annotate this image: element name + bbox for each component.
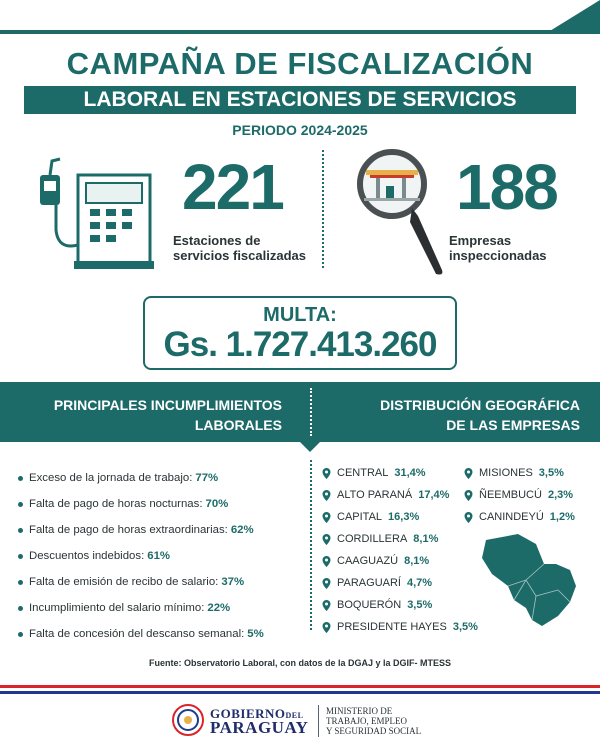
list-item bbox=[18, 517, 308, 543]
geo-title bbox=[322, 395, 580, 435]
breach-pct: 22% bbox=[207, 602, 231, 614]
breaches-title-line1: PRINCIPALES INCUMPLIMIENTOS bbox=[53, 397, 282, 413]
stations-label-line1: Estaciones de bbox=[173, 233, 261, 248]
region-name: PARAGUARÍ bbox=[337, 577, 401, 589]
list-item bbox=[322, 506, 478, 528]
companies-count: 188 bbox=[456, 151, 557, 223]
breach-text: Falta de emisión de recibo de salario: bbox=[29, 576, 219, 588]
region-name: BOQUERÓN bbox=[337, 599, 402, 611]
list-item bbox=[464, 506, 575, 528]
title-line2: LABORAL EN ESTACIONES DE SERVICIOS bbox=[24, 86, 576, 114]
region-pct: 3,5% bbox=[538, 467, 564, 479]
lists-divider bbox=[310, 460, 312, 630]
list-item bbox=[18, 491, 308, 517]
list-item bbox=[464, 484, 575, 506]
region-pct: 8,1% bbox=[404, 555, 430, 567]
list-item bbox=[322, 616, 478, 638]
ministry-line1: MINISTERIO DE bbox=[326, 706, 393, 716]
region-pct: 3,5% bbox=[407, 599, 433, 611]
region-name: MISIONES bbox=[479, 467, 533, 479]
gov-line2: PARAGUAY bbox=[210, 718, 309, 737]
footer-divider bbox=[318, 705, 319, 737]
list-item bbox=[464, 462, 575, 484]
list-item bbox=[18, 595, 308, 621]
region-name: CAPITAL bbox=[337, 511, 383, 523]
government-seal-icon bbox=[172, 704, 204, 736]
region-name: CANINDEYÚ bbox=[479, 511, 544, 523]
bullet-icon bbox=[18, 580, 23, 585]
bullet-icon bbox=[18, 502, 23, 507]
stations-count: 221 bbox=[182, 151, 283, 223]
list-item bbox=[322, 572, 478, 594]
title-line1: CAMPAÑA DE FISCALIZACIÓN bbox=[66, 46, 534, 81]
gov-word: GOBIERNO bbox=[210, 706, 286, 721]
region-name: CENTRAL bbox=[337, 467, 389, 479]
companies-label-line1: Empresas bbox=[449, 233, 512, 248]
breaches-title bbox=[24, 395, 282, 435]
location-pin-icon bbox=[322, 578, 331, 589]
region-pct: 8,1% bbox=[413, 533, 439, 545]
location-pin-icon bbox=[322, 468, 331, 479]
stations-label bbox=[173, 233, 306, 263]
list-item bbox=[18, 465, 308, 491]
period-label: PERIODO 2024-2025 bbox=[232, 122, 368, 138]
breach-text: Falta de concesión del descanso semanal: bbox=[29, 628, 245, 640]
fine-box bbox=[143, 296, 457, 370]
bullet-icon bbox=[18, 632, 23, 637]
bullet-icon bbox=[18, 606, 23, 611]
breach-pct: 77% bbox=[195, 472, 219, 484]
region-pct: 17,4% bbox=[418, 489, 450, 501]
bullet-icon bbox=[18, 554, 23, 559]
list-item bbox=[18, 569, 308, 595]
companies-label bbox=[449, 233, 547, 263]
bullet-icon bbox=[18, 528, 23, 533]
location-pin-icon bbox=[322, 600, 331, 611]
region-pct: 31,4% bbox=[394, 467, 426, 479]
geo-title-line2: DE LAS EMPRESAS bbox=[446, 417, 580, 433]
region-name: ALTO PARANÁ bbox=[337, 489, 413, 501]
region-name: CORDILLERA bbox=[337, 533, 408, 545]
section-header-divider bbox=[310, 388, 312, 436]
bullet-icon bbox=[18, 476, 23, 481]
companies-label-line2: inspeccionadas bbox=[449, 248, 547, 263]
breach-text: Falta de pago de horas extraordinarias: bbox=[29, 524, 228, 536]
location-pin-icon bbox=[322, 512, 331, 523]
region-name: CAAGUAZÚ bbox=[337, 555, 399, 567]
list-item bbox=[322, 528, 478, 550]
fuel-pump-icon bbox=[30, 155, 165, 275]
region-name: ÑEEMBUCÚ bbox=[479, 489, 542, 501]
region-pct: 1,2% bbox=[549, 511, 575, 523]
list-item bbox=[18, 621, 308, 647]
region-pct: 4,7% bbox=[406, 577, 433, 589]
geo-list-col1 bbox=[322, 462, 478, 638]
location-pin-icon bbox=[464, 468, 473, 479]
list-item bbox=[322, 550, 478, 572]
breach-pct: 61% bbox=[147, 550, 171, 562]
breach-pct: 37% bbox=[221, 576, 245, 588]
flag-stripe-blue bbox=[0, 691, 600, 694]
breach-text: Falta de pago de horas nocturnas: bbox=[29, 498, 203, 510]
list-item bbox=[322, 484, 478, 506]
location-pin-icon bbox=[322, 534, 331, 545]
magnifier-gas-station-icon bbox=[356, 148, 448, 278]
location-pin-icon bbox=[464, 490, 473, 501]
breaches-title-line2: LABORALES bbox=[194, 417, 282, 433]
paraguay-map-icon bbox=[478, 530, 582, 630]
list-item bbox=[322, 594, 478, 616]
location-pin-icon bbox=[322, 556, 331, 567]
section-bar-notch bbox=[0, 442, 600, 452]
stats-divider bbox=[322, 150, 324, 268]
source-note: Fuente: Observatorio Laboral, con datos de la DGAJ y la DGIF- MTESS bbox=[148, 658, 452, 668]
top-banner bbox=[0, 0, 600, 34]
breach-pct: 62% bbox=[230, 524, 254, 536]
geo-list-col2 bbox=[464, 462, 575, 528]
breach-pct: 70% bbox=[205, 498, 229, 510]
stations-label-line2: servicios fiscalizadas bbox=[173, 248, 306, 263]
ministry-name bbox=[326, 706, 421, 736]
fine-value: Gs. 1.727.413.260 bbox=[163, 325, 437, 364]
list-item bbox=[322, 462, 478, 484]
breaches-list bbox=[18, 465, 308, 647]
location-pin-icon bbox=[322, 490, 331, 501]
breach-text: Incumplimiento del salario mínimo: bbox=[29, 602, 205, 614]
breach-pct: 5% bbox=[247, 628, 264, 640]
ministry-line3: Y SEGURIDAD SOCIAL bbox=[326, 726, 422, 736]
region-name: PRESIDENTE HAYES bbox=[337, 621, 447, 633]
breach-text: Exceso de la jornada de trabajo: bbox=[29, 472, 193, 484]
region-pct: 16,3% bbox=[388, 511, 420, 523]
location-pin-icon bbox=[322, 622, 331, 633]
breach-text: Descuentos indebidos: bbox=[29, 550, 145, 562]
geo-title-line1: DISTRIBUCIÓN GEOGRÁFICA bbox=[380, 397, 580, 413]
fine-label: MULTA: bbox=[263, 304, 337, 326]
list-item bbox=[18, 543, 308, 569]
region-pct: 2,3% bbox=[547, 489, 574, 501]
region-pct: 3,5% bbox=[452, 621, 478, 633]
ministry-line2: TRABAJO, EMPLEO bbox=[326, 716, 408, 726]
location-pin-icon bbox=[464, 512, 473, 523]
gov-del: DEL bbox=[285, 711, 304, 720]
